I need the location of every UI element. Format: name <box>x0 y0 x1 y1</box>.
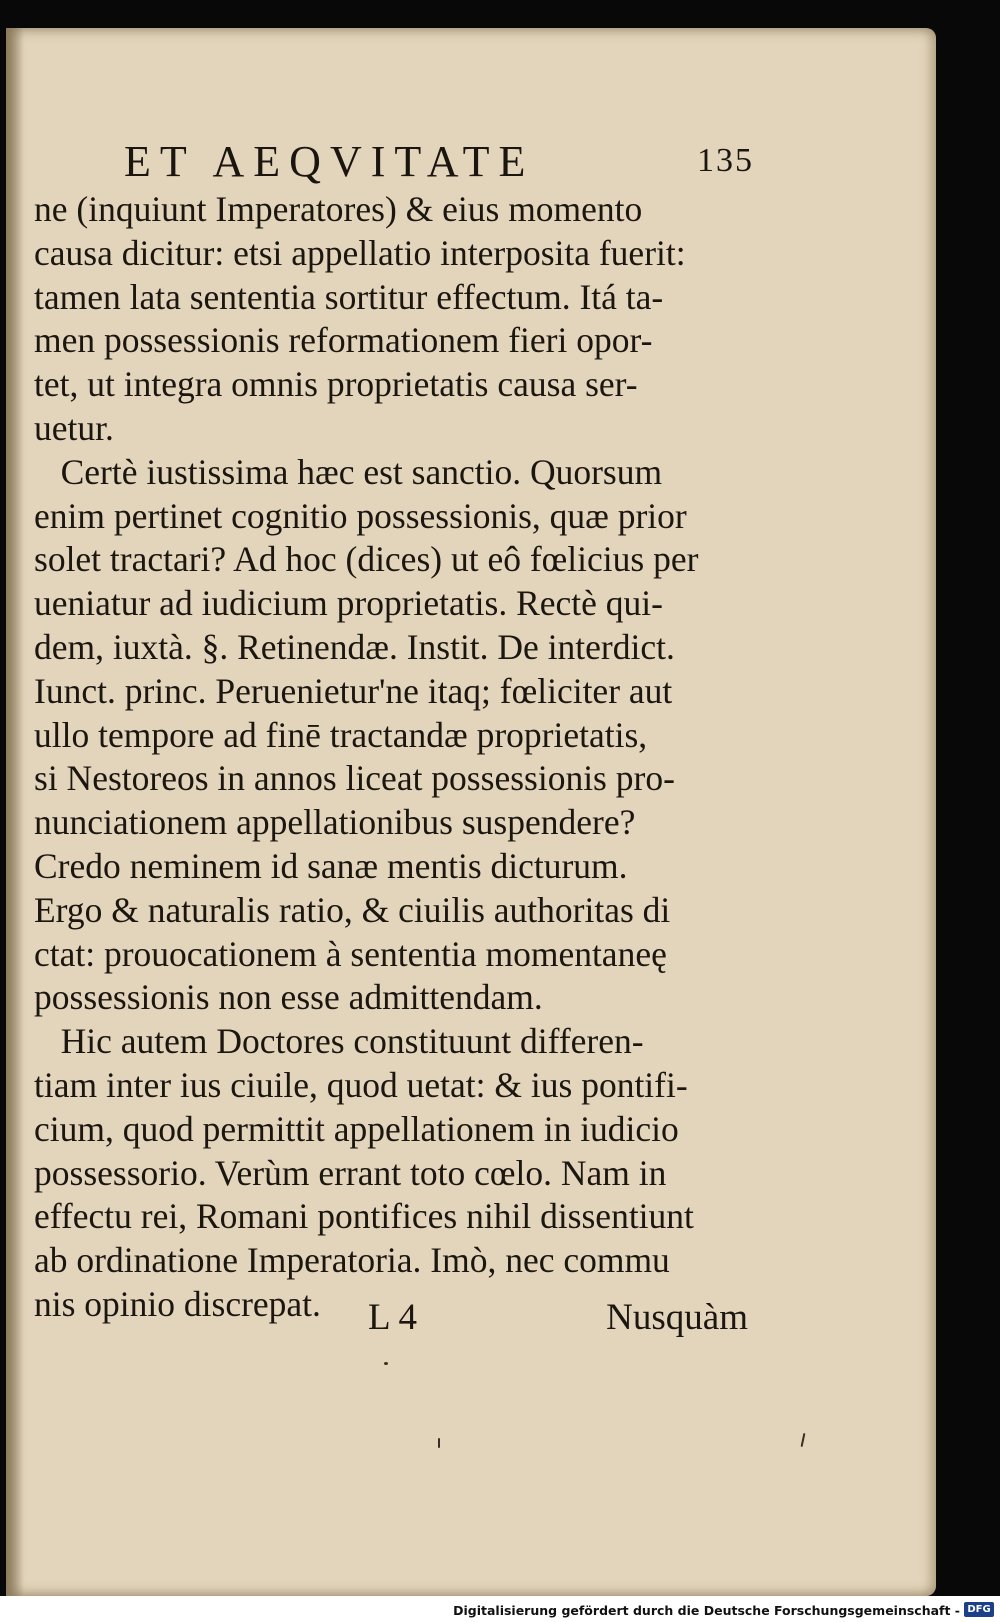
catchword: Nusquàm <box>606 1297 748 1338</box>
text-line: nis opinio discrepat. <box>34 1283 321 1324</box>
text-line: possessionis non esse admittendam. <box>34 977 543 1018</box>
text-line: ne (inquiunt Imperatores) & eius momento <box>34 189 643 229</box>
text-line: ullo tempore ad finē tractandæ proprietatis, <box>34 714 648 755</box>
text-line: ab ordinatione Imperatoria. Imò, nec commu <box>34 1240 670 1281</box>
text-line: Credo neminem id sanæ mentis dicturum. <box>34 845 628 886</box>
credit-bar <box>0 1596 1000 1622</box>
text-line: Ergo & naturalis ratio, & ciuilis authoritas di <box>34 889 671 930</box>
text-line: ueniatur ad iudicium proprietatis. Rectè qui- <box>34 583 663 624</box>
text-line: Iunct. princ. Peruenietur'ne itaq; fœliciter aut <box>34 670 673 711</box>
credit-text: Digitalisierung gefördert durch die Deutsche Forschungsgemeinschaft - <box>453 1603 960 1618</box>
signature-mark: L 4 <box>368 1297 417 1338</box>
text-line: tet, ut integra omnis proprietatis causa ser- <box>34 364 638 405</box>
dfg-logo: DFG <box>964 1602 994 1617</box>
text-line: effectu rei, Romani pontifices nihil dissentiunt <box>34 1196 694 1237</box>
text-line: enim pertinet cognitio possessionis, quæ prior <box>34 495 687 536</box>
text-line: cium, quod permittit appellationem in iudicio <box>34 1108 679 1149</box>
page-number: 135 <box>697 142 754 179</box>
text-line: solet tractari? Ad hoc (dices) ut eô fœlicius per <box>34 539 699 580</box>
text-line: Hic autem Doctores constituunt differen- <box>34 1021 644 1062</box>
body-text <box>34 188 744 1327</box>
ink-speck <box>801 1433 806 1447</box>
text-line: Certè iustissima hæc est sanctio. Quorsum <box>34 451 663 492</box>
text-line: possessorio. Verùm errant toto cœlo. Nam in <box>34 1152 667 1193</box>
page-footer <box>368 1296 748 1346</box>
text-line: dem, iuxtà. §. Retinendæ. Instit. De interdict. <box>34 626 675 667</box>
page-header <box>124 136 754 196</box>
text-line: nunciationem appellationibus suspendere? <box>34 802 636 843</box>
running-title: ET AEQVITATE <box>124 137 535 186</box>
text-line: causa dicitur: etsi appellatio interposita fuerit: <box>34 232 686 273</box>
ink-speck <box>384 1362 388 1365</box>
book-page <box>6 28 936 1596</box>
text-line: uetur. <box>34 407 114 448</box>
text-line: men possessionis reformationem fieri opor- <box>34 320 653 361</box>
text-line: tamen lata sententia sortitur effectum. Itá ta- <box>34 276 664 317</box>
ink-speck <box>438 1438 440 1448</box>
text-line: si Nestoreos in annos liceat possessionis pro- <box>34 758 675 799</box>
text-line: tiam inter ius ciuile, quod uetat: & ius pontifi- <box>34 1064 688 1105</box>
text-line: ctat: prouocationem à sententia momentaneę <box>34 933 667 974</box>
